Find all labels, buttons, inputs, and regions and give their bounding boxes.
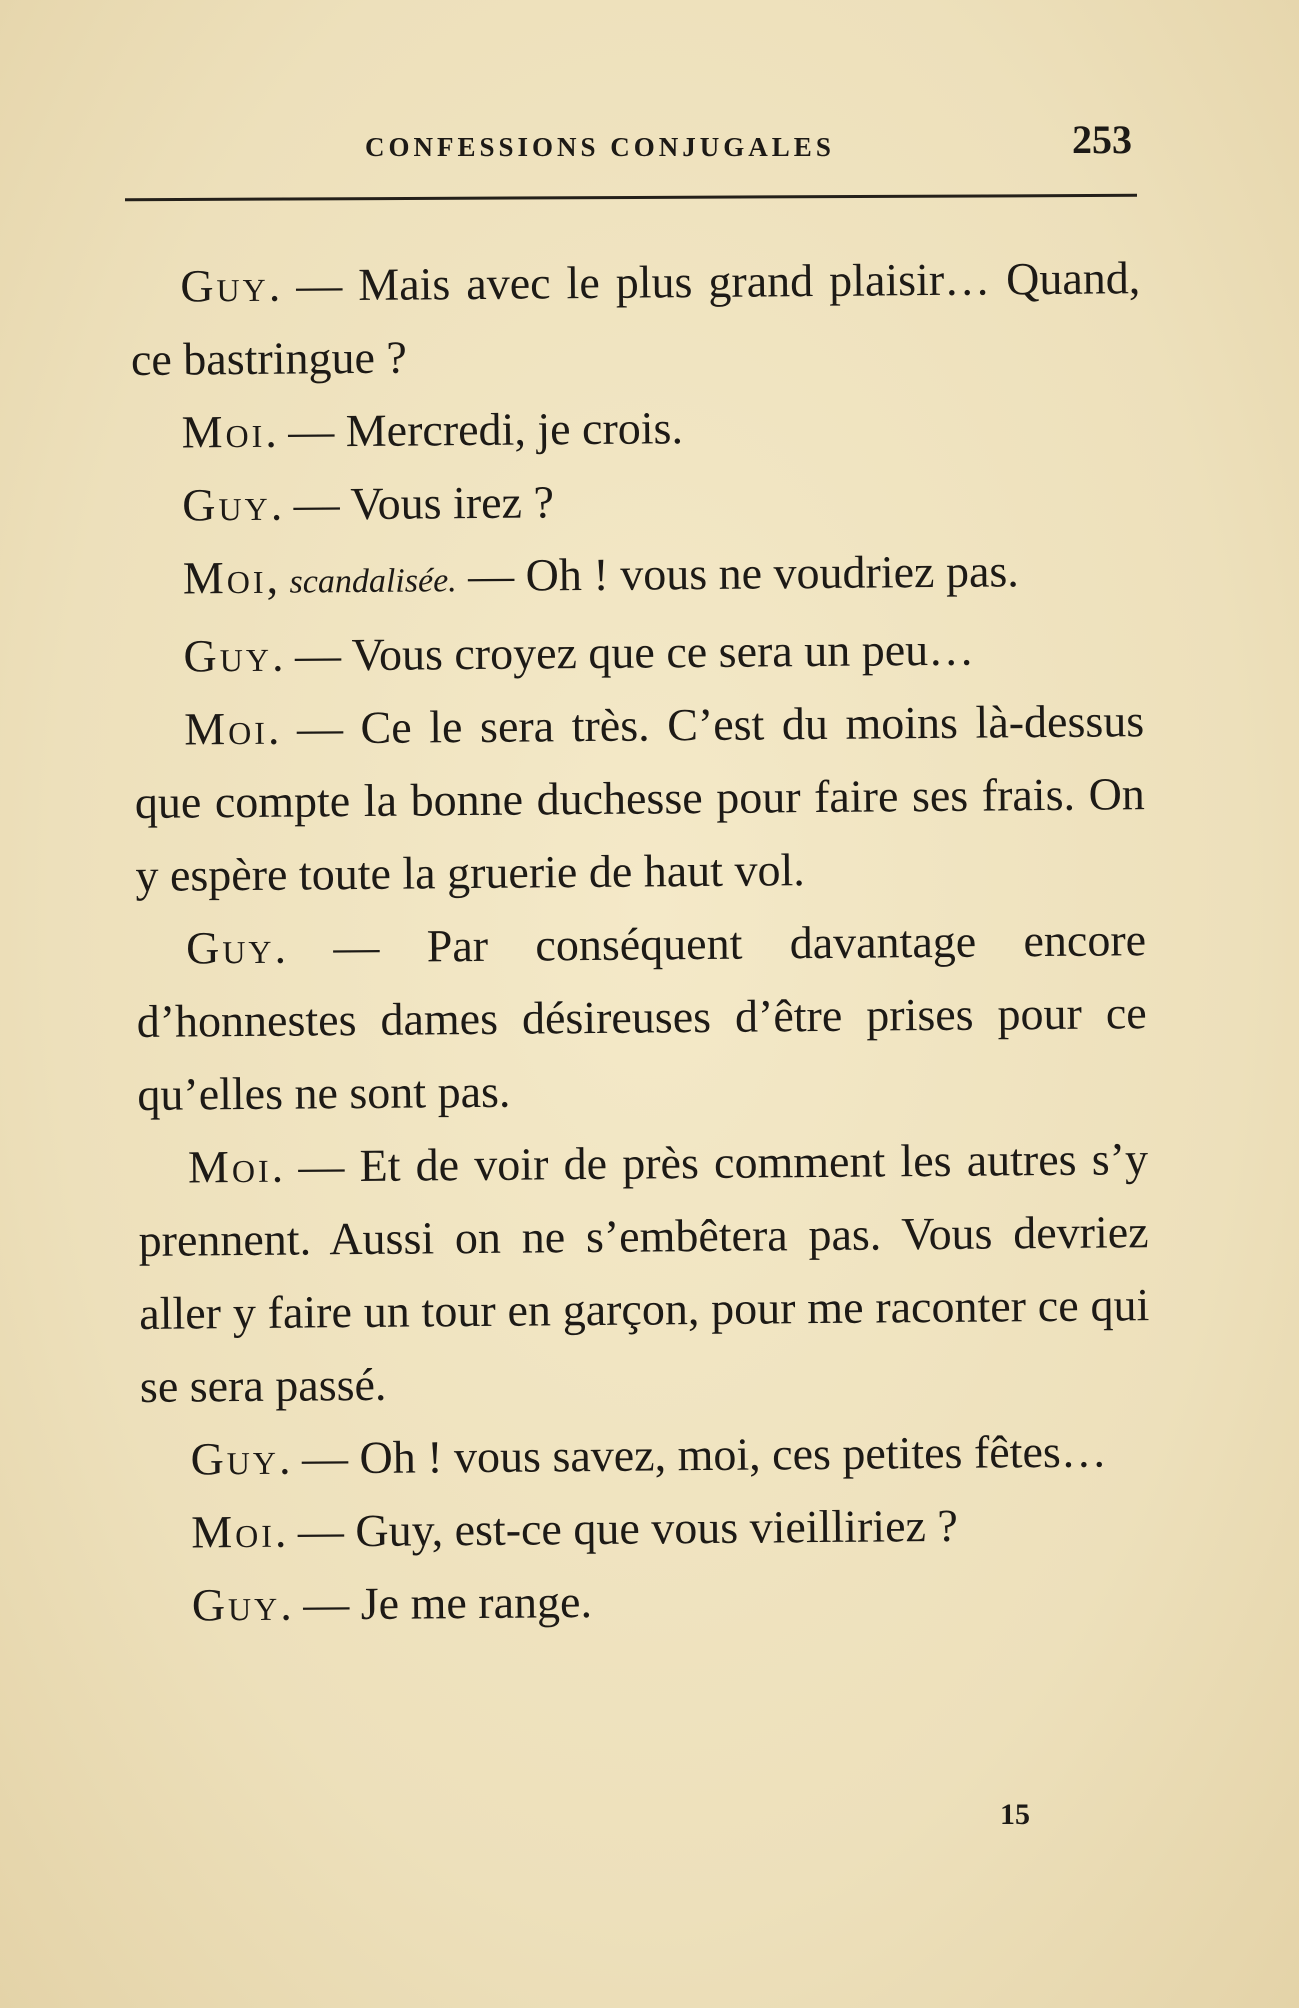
dialogue-line: Guy, est-ce que vous vieilliriez ? xyxy=(355,1499,959,1557)
dialogue-paragraph xyxy=(131,387,1142,469)
separator: . — xyxy=(270,478,351,530)
speaker-name: Guy xyxy=(182,478,271,531)
page-number: 253 xyxy=(1072,117,1132,162)
running-title: CONFESSIONS CONJUGALES xyxy=(365,132,835,162)
dialogue-line: Mercredi, je crois. xyxy=(345,402,684,457)
separator: . — xyxy=(268,259,359,311)
dialogue-line: Je me range. xyxy=(360,1576,593,1630)
separator: . — xyxy=(271,1140,360,1192)
dialogue-paragraph xyxy=(133,533,1144,620)
speaker-name: Guy xyxy=(190,1432,280,1485)
separator: . — xyxy=(271,629,352,681)
speaker-name: Moi xyxy=(181,405,266,458)
speaker-name: Guy xyxy=(183,629,273,682)
separator: — xyxy=(456,549,526,602)
separator: . — xyxy=(274,1505,356,1557)
speaker-name: Moi xyxy=(182,551,267,604)
speaker-name: Guy xyxy=(180,259,269,312)
speaker-name: Guy xyxy=(191,1578,281,1631)
speaker-name: Moi xyxy=(190,1505,276,1558)
dialogue-paragraph xyxy=(140,1414,1151,1496)
dialogue-paragraph xyxy=(136,903,1148,1131)
dialogue-paragraph xyxy=(133,611,1144,693)
signature-mark: 15 xyxy=(1000,1798,1030,1831)
separator: . — xyxy=(280,1578,361,1630)
dialogue-paragraph xyxy=(130,241,1141,396)
speaker-name: Guy xyxy=(185,921,275,974)
separator: , xyxy=(266,551,290,603)
dialogue-paragraph xyxy=(142,1560,1153,1642)
speaker-name: Moi xyxy=(187,1140,272,1193)
separator: . — xyxy=(274,920,427,973)
dialogue-line: Et de voir de près comment les autres s’y prennent. Aussi on ne s’embêtera pas. Vous devriez aller y faire un tour en garçon, pour me raconter ce qui se sera passé. xyxy=(138,1133,1150,1412)
dialogue-line: Ce le sera très. C’est du moins là-dessus que compte la bonne duchesse pour faire ses frais. On y espère toute la gruerie de haut vol. xyxy=(134,695,1146,901)
dialogue-line: Vous irez ? xyxy=(350,476,555,530)
separator: . — xyxy=(267,702,361,754)
dialogue-line: Oh ! vous ne voudriez pas. xyxy=(525,545,1019,601)
dialogue-line: Vous croyez que ce sera un peu… xyxy=(351,623,975,681)
separator: . — xyxy=(265,405,346,457)
header-rule xyxy=(125,194,1137,201)
dialogue-line: Mais avec le plus grand plaisir… Quand, ce bastringue ? xyxy=(130,252,1141,385)
dialogue-line: Oh ! vous savez, moi, ces petites fêtes… xyxy=(359,1425,1108,1484)
dialogue-paragraph xyxy=(132,460,1143,542)
separator: . — xyxy=(278,1432,360,1484)
dialogue-line: Par conséquent davantage encore d’honnestes dames désireuses d’être prises pour ce qu’elles ne sont pas. xyxy=(136,914,1147,1120)
dialogue-paragraph xyxy=(138,1122,1151,1423)
dialogue-paragraph xyxy=(141,1487,1152,1569)
dialogue-text xyxy=(130,241,1152,1642)
stage-direction: scandalisée. xyxy=(289,562,457,601)
speaker-name: Moi xyxy=(183,702,269,755)
dialogue-paragraph xyxy=(134,684,1146,912)
